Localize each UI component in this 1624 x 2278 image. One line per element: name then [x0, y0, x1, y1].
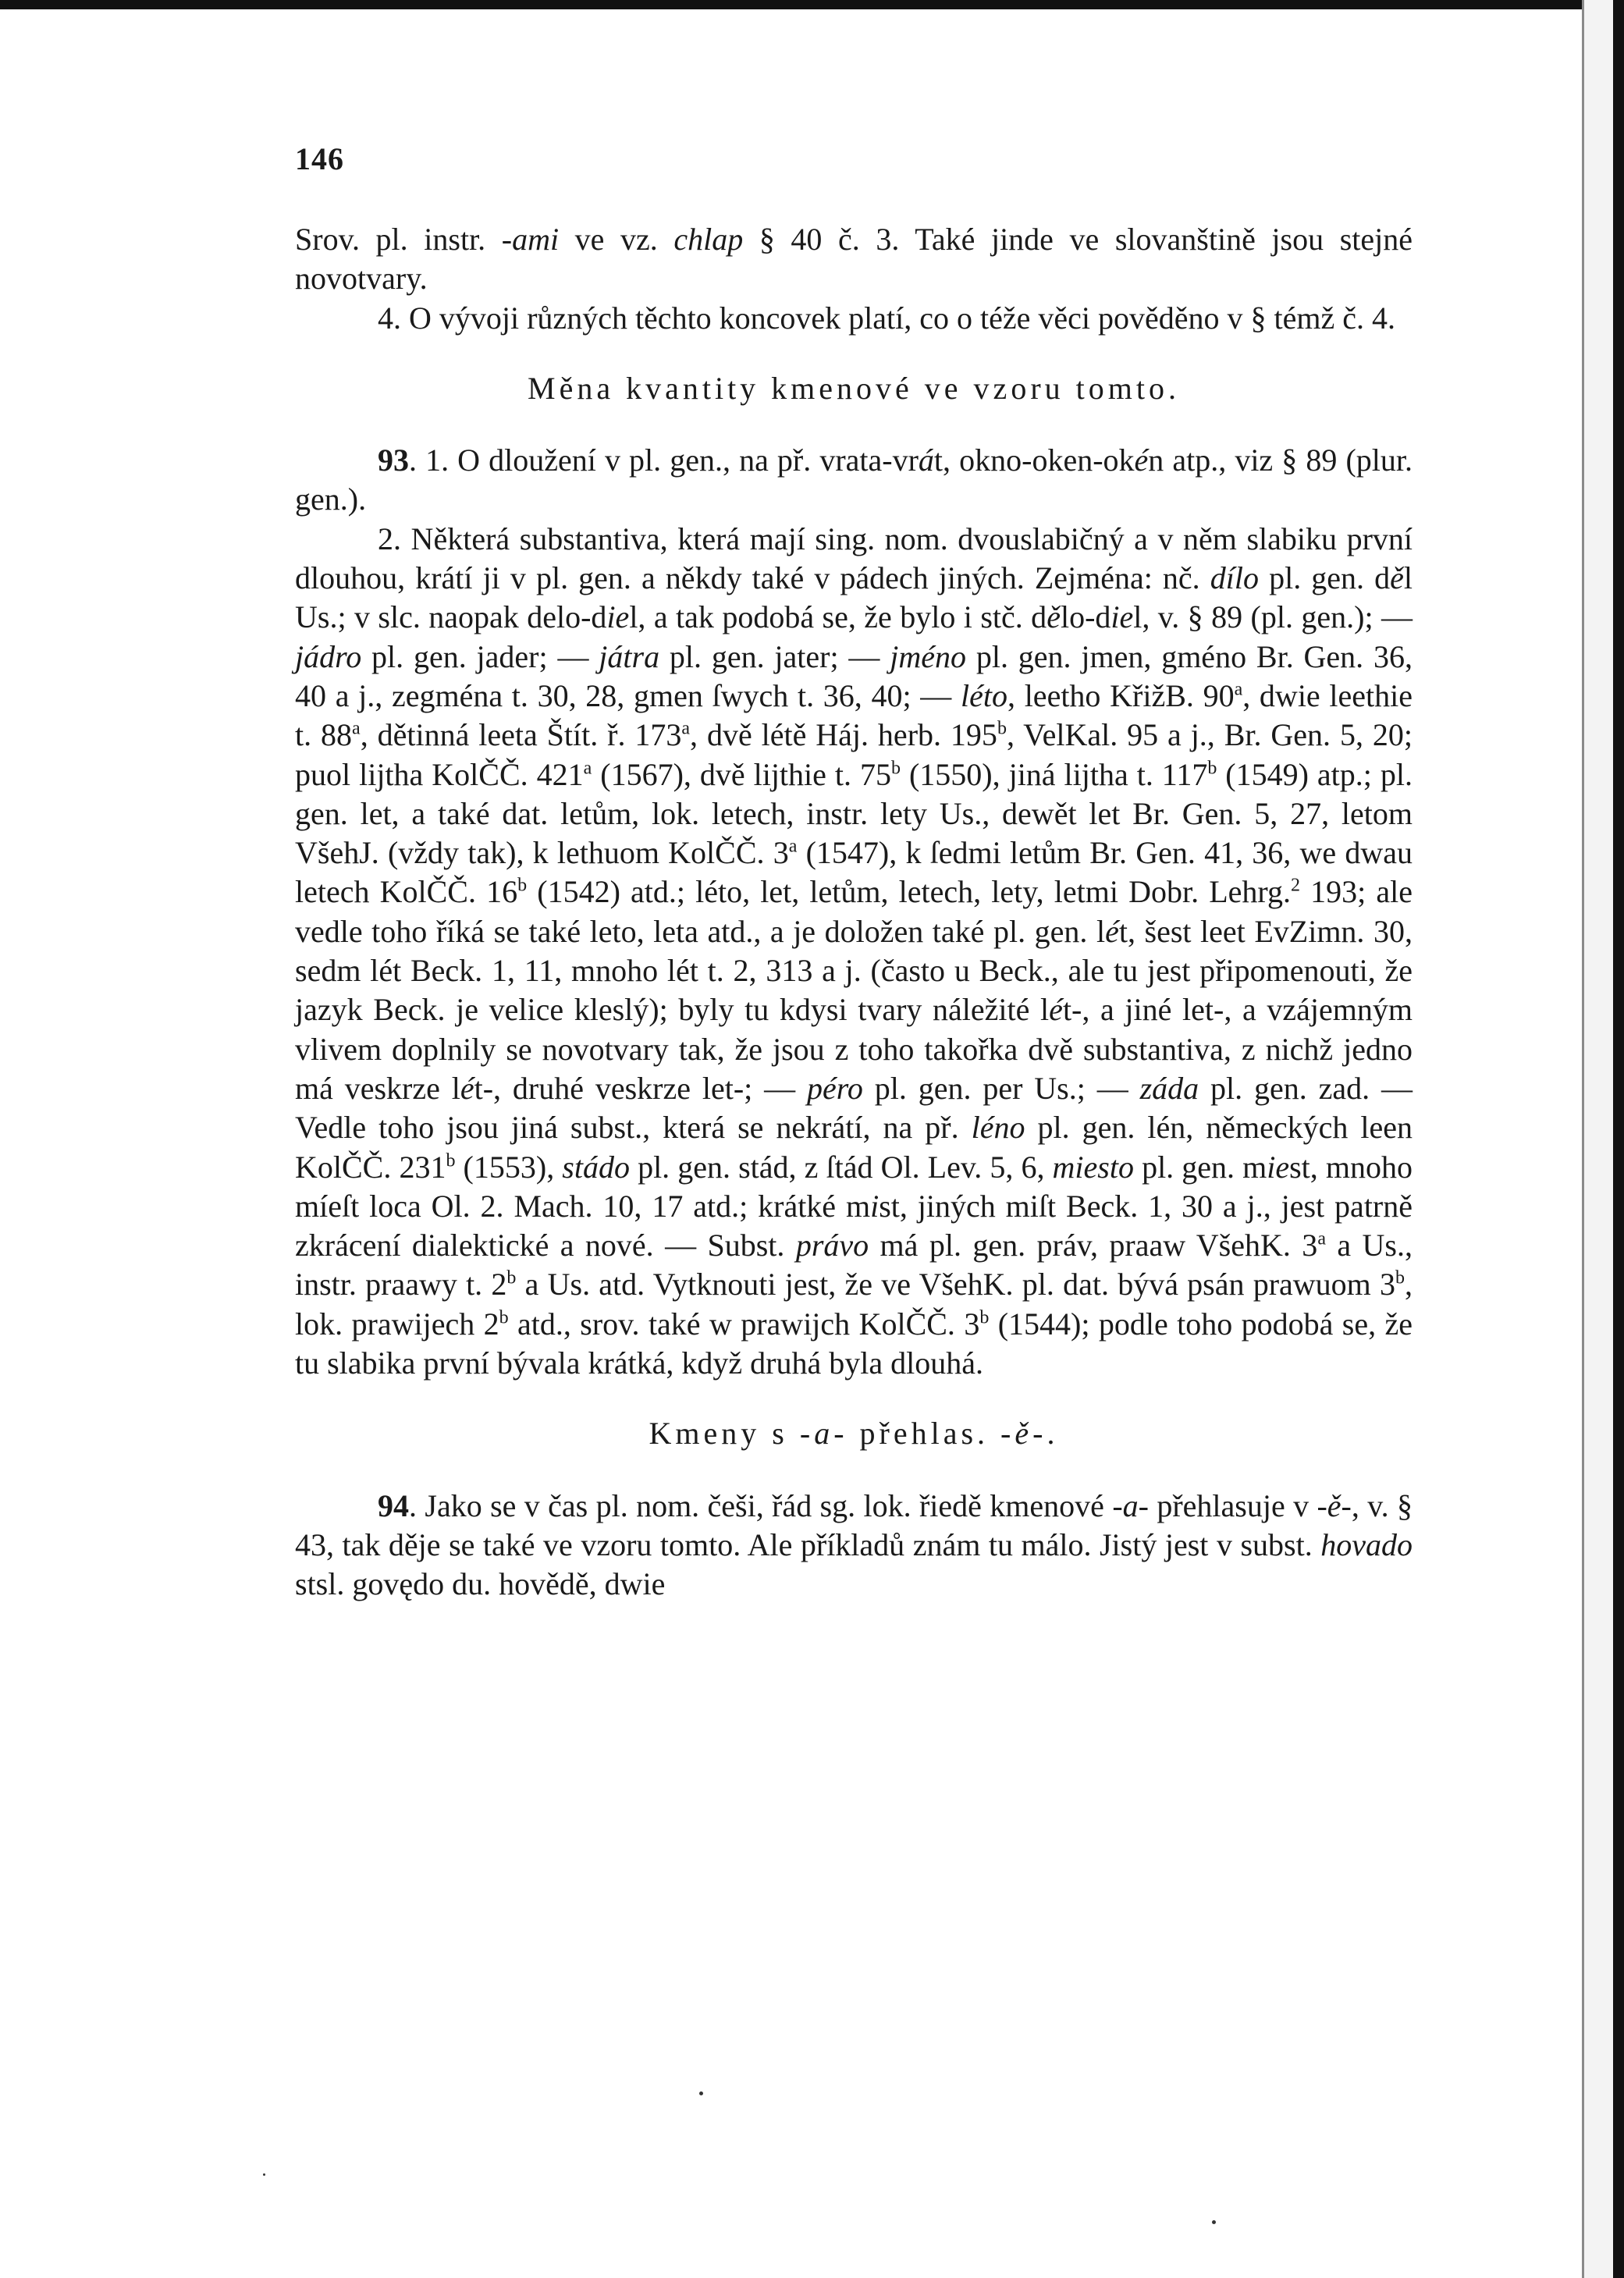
superscript: a	[788, 836, 798, 857]
text-run: l, v. § 89 (pl. gen.); —	[1133, 599, 1413, 635]
italic-term: léno	[971, 1110, 1025, 1146]
italic-term: stádo	[562, 1149, 630, 1185]
text-run: , VelKal. 95 a j., Br. Gen. 5, 20; puol lijtha KolČČ. 421	[295, 717, 1413, 792]
italic-term: ie	[1111, 599, 1134, 635]
text-run: pl. gen. jader; —	[361, 638, 599, 674]
text-run: a Us. atd. Vytknouti jest, že ve VšehK. pl. dat. bývá psán prawuom 3	[516, 1267, 1396, 1302]
text-run: , dětinná leeta Štít. ř. 173	[360, 717, 682, 753]
superscript: b	[517, 876, 528, 897]
italic-term: -ě-	[1000, 1416, 1047, 1452]
text-run: t, šest leet EvZimn. 30, sedm lét Beck. 1, 11, mnoho lét t. 2, 313 a j. (často u Beck., ale tu jest připomenouti, že jazyk Beck. je velice kleslý); byly tu kdysi tvary náležité l	[295, 913, 1413, 1028]
superscript: a	[1317, 1228, 1326, 1249]
superscript: a	[681, 718, 691, 739]
text-run: (1550), jiná lijtha t. 117	[900, 756, 1208, 792]
italic-term: právo	[795, 1228, 869, 1263]
text-run: Srov. pl. instr.	[295, 222, 502, 257]
text-run: 4. O vývoji různých těchto koncovek platí, co o téže věci pověděno v § témž č. 4.	[378, 300, 1396, 336]
scan-speck	[263, 2173, 265, 2176]
page-body	[295, 220, 1413, 1605]
superscript: b	[506, 1268, 517, 1289]
text-run: . 1. O dloužení v pl. gen., na př. vrata-vr	[409, 442, 919, 478]
superscript: a	[352, 718, 361, 739]
italic-term: é	[1105, 913, 1119, 949]
text-run: st, jiných miſt Beck. 1, 30 a j., jest patrně zkrácení dialektické a nové. — Subst.	[295, 1188, 1413, 1263]
text-run: , leetho KřižB. 90	[1007, 677, 1235, 713]
text-run: pl. gen. jmen, gméno Br. Gen. 36, 40 a j., zegména t. 30, 28, gmen ſwych t. 36, 40; —	[295, 638, 1413, 713]
text-run: pl. gen. jater; —	[659, 638, 890, 674]
text-run: , dwie leethie t. 88	[295, 677, 1413, 753]
text-run: ve vz.	[559, 222, 674, 257]
text-run: přehlasuje v	[1148, 1487, 1317, 1523]
section-number: 94	[378, 1487, 409, 1523]
superscript: b	[997, 718, 1007, 739]
italic-term: péro	[807, 1070, 863, 1106]
text-run: l, a tak podobá se, že bylo i stč. d	[629, 599, 1047, 635]
text-run: má pl. gen. práv, praaw VšehK. 3	[869, 1228, 1318, 1263]
italic-term: i	[870, 1188, 880, 1224]
text-run: pl. gen. zad. — Vedle toho jsou jiná subst., která se nekrátí, na př.	[295, 1070, 1413, 1146]
text-run: .	[1047, 1416, 1059, 1452]
italic-term: jádro	[295, 638, 362, 674]
text-run: t, okno-oken-ok	[933, 442, 1135, 478]
text-run: (1549) atp.; pl. gen. let, a také dat. letům, lok. letech, instr. lety Us., dewět let Br. Gen. 5, 27, letom VšehJ. (vždy tak), k lethuom KolČČ. 3	[295, 756, 1413, 871]
superscript: b	[1207, 758, 1217, 779]
text-run: přehlas.	[848, 1416, 1001, 1452]
italic-term: dílo	[1210, 560, 1259, 596]
paragraph	[295, 220, 1413, 299]
italic-term: ě	[1390, 560, 1404, 596]
text-run: t-, druhé veskrze let-; —	[474, 1070, 808, 1106]
text-run: , v. § 43, tak děje se také ve vzoru tomto. Ale příkladů znám tu málo. Jistý jest v subst.	[295, 1487, 1413, 1562]
text-run: (1567), dvě lijthie t. 75	[592, 756, 891, 792]
text-run: 193; ale vedle toho říká se také leto, leta atd., a je doložen také pl. gen. l	[295, 874, 1413, 949]
italic-term: ě	[1047, 599, 1061, 635]
superscript: a	[583, 758, 592, 779]
text-run: a Us., instr. praawy t. 2	[295, 1228, 1413, 1302]
paragraph	[295, 441, 1413, 520]
text-run: pl. gen. m	[1133, 1149, 1267, 1185]
text-run: § 40 č. 3. Také jinde ve slovanštině jsou stejné novotvary.	[295, 222, 1413, 297]
text-run: , dvě létě Háj. herb. 195	[690, 717, 997, 753]
text-run: . Jako se v čas pl. nom. češi, řád sg. lok. řiedě kmenové	[409, 1487, 1113, 1523]
scan-speck	[1212, 2220, 1216, 2224]
italic-term: záda	[1139, 1070, 1199, 1106]
superscript: 2	[1291, 876, 1300, 897]
italic-term: -a-	[1112, 1487, 1149, 1523]
text-run: stsl. govędo du. hovědě, dwie	[295, 1566, 666, 1602]
text-run: (1547), k ſedmi letům Br. Gen. 41, 36, we dwau letech KolČČ. 16	[295, 835, 1413, 910]
text-run: lo-d	[1060, 599, 1111, 635]
italic-term: hovado	[1320, 1526, 1413, 1562]
superscript: a	[1234, 679, 1243, 700]
scan-right-edge	[1613, 0, 1624, 2278]
text-run: t-, a jiné let-, a vzájemným vlivem doplnily se novotvary tak, že jsou z toho takořka dvě substantiva, z nichž jedno má veskrze l	[295, 992, 1413, 1106]
italic-term: á	[918, 442, 934, 478]
italic-term: miesto	[1052, 1149, 1134, 1185]
superscript: b	[890, 758, 901, 779]
text-run: st, mnoho míeſt loca Ol. 2. Mach. 10, 17 atd.; krátké m	[295, 1149, 1413, 1224]
text-run: pl. gen. stád, z ſtád Ol. Lev. 5, 6,	[629, 1149, 1053, 1185]
scan-speck	[699, 2091, 703, 2095]
italic-term: -a-	[799, 1416, 848, 1452]
italic-term: ie	[606, 599, 630, 635]
text-run: atd., srov. také w prawijch KolČČ. 3	[508, 1306, 980, 1342]
text-run: pl. gen. lén, německých leen KolČČ. 231	[295, 1110, 1413, 1185]
section-heading	[295, 1414, 1413, 1453]
italic-term: jméno	[890, 638, 967, 674]
superscript: b	[446, 1150, 456, 1171]
text-run: l Us.; v slc. naopak delo-d	[295, 560, 1413, 635]
italic-term: é	[460, 1070, 474, 1106]
text-run: , lok. prawijech 2	[295, 1267, 1413, 1342]
scan-top-edge	[0, 0, 1624, 9]
italic-term: -ě-	[1317, 1487, 1352, 1523]
text-run: 2. Některá substantiva, která mají sing. nom. dvouslabičný a v něm slabiku první dlouhou, krátí ji v pl. gen. a někdy také v pádech jiných. Zejména: nč.	[295, 521, 1413, 596]
text-run: n atp., viz § 89 (plur. gen.).	[295, 442, 1413, 517]
superscript: b	[1395, 1268, 1405, 1289]
paragraph	[295, 520, 1413, 1384]
text-run: Kmeny s	[649, 1416, 800, 1452]
italic-term: ie	[1267, 1149, 1290, 1185]
italic-term: játra	[599, 638, 660, 674]
page-number: 146	[295, 141, 344, 176]
paragraph	[295, 299, 1413, 338]
scan-right-margin	[1582, 0, 1613, 2278]
paragraph	[295, 1487, 1413, 1605]
italic-term: léto	[961, 677, 1007, 713]
italic-term: -ami	[501, 222, 560, 257]
section-heading: Měna kvantity kmenové ve vzoru tomto.	[528, 370, 1180, 406]
text-run: (1542) atd.; léto, let, letům, letech, lety, letmi Dobr. Lehrg.	[527, 874, 1291, 910]
italic-term: chlap	[673, 222, 744, 257]
text-run: (1553),	[455, 1149, 563, 1185]
section-number: 93	[378, 442, 409, 478]
superscript: b	[979, 1307, 990, 1328]
italic-term: é	[1134, 442, 1149, 478]
text-run: pl. gen. d	[1259, 560, 1391, 596]
italic-term: é	[1049, 992, 1063, 1028]
text-run: pl. gen. per Us.; —	[862, 1070, 1140, 1106]
superscript: b	[499, 1307, 509, 1328]
text-run: (1544); podle toho podobá se, že tu slabika první bývala krátká, když druhá byla dlouhá.	[295, 1306, 1413, 1381]
